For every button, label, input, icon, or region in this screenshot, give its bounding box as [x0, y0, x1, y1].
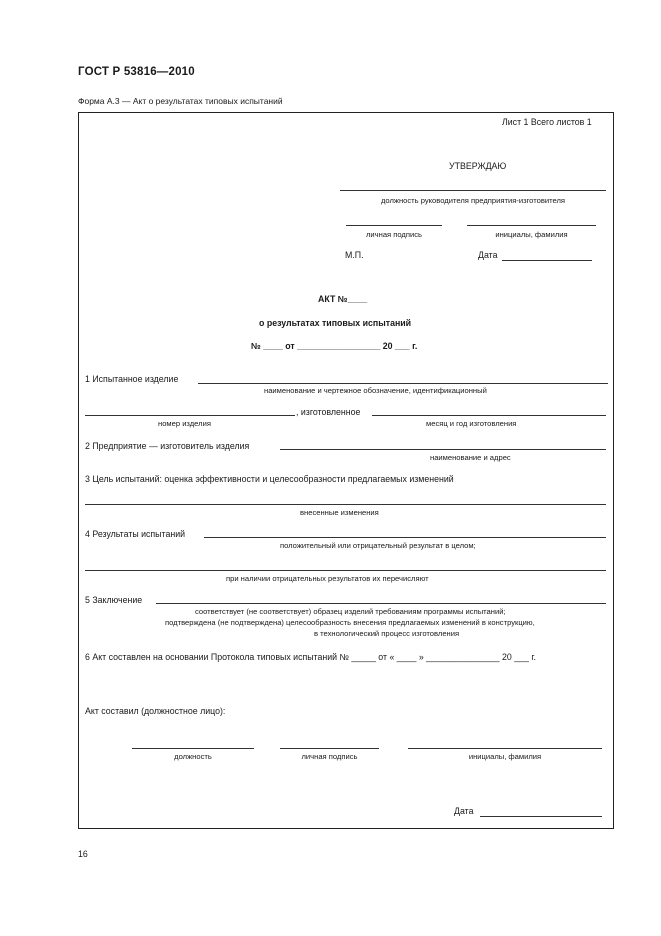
item3-label: 3 Цель испытаний: оценка эффективности и целесообразности предлагаемых изменений [85, 474, 454, 484]
item5-caption1: соответствует (не соответствует) образец изделий требованиям программы испытаний; [195, 607, 506, 616]
item1-label: 1 Испытанное изделие [85, 374, 179, 384]
item1-manufactured: , изготовленное [296, 407, 361, 417]
item4-line2 [85, 570, 606, 571]
item1-number-line [85, 415, 295, 416]
item3-caption: внесенные изменения [300, 508, 379, 517]
item5-label: 5 Заключение [85, 595, 143, 605]
compiler-position-caption: должность [174, 752, 212, 761]
item1-caption: наименование и чертежное обозначение, идентификационный [264, 386, 487, 395]
act-number-line: № ____ от _________________ 20 ___ г. [251, 341, 418, 351]
item5-caption2: подтверждена (не подтверждена) целесообразность внесения предлагаемых изменений в конструкцию, [165, 618, 535, 627]
item1-date-line [372, 415, 606, 416]
act-subtitle: о результатах типовых испытаний [259, 318, 412, 328]
item2-caption: наименование и адрес [430, 453, 511, 462]
item5-line [156, 603, 606, 604]
approval-initials-caption: инициалы, фамилия [495, 230, 568, 239]
item3-line [85, 504, 606, 505]
approval-initials-line [467, 225, 596, 226]
sheet-info: Лист 1 Всего листов 1 [502, 117, 592, 127]
form-frame [78, 112, 614, 829]
approval-date-label: Дата [478, 250, 498, 260]
approval-date-line [502, 260, 592, 261]
approval-title: УТВЕРЖДАЮ [449, 161, 507, 171]
act-title: АКТ №____ [318, 294, 368, 304]
item5-caption3: в технологический процесс изготовления [314, 629, 460, 638]
approval-signature-caption: личная подпись [366, 230, 422, 239]
compiler-signature-caption: личная подпись [301, 752, 358, 761]
approval-position-caption: должность руководителя предприятия-изготовителя [380, 196, 566, 205]
item1-line [198, 383, 608, 384]
stamp-label: М.П. [345, 250, 364, 260]
compiler-date-label: Дата [454, 806, 474, 816]
item2-label: 2 Предприятие — изготовитель изделия [85, 441, 250, 451]
standard-title: ГОСТ Р 53816—2010 [78, 66, 195, 78]
compiler-initials-caption: инициалы, фамилия [468, 752, 542, 761]
item2-line [280, 449, 606, 450]
approval-signature-line [346, 225, 442, 226]
compiler-signature-line [280, 748, 379, 749]
compiler-date-line [480, 816, 602, 817]
item4-line [204, 537, 606, 538]
item4-label: 4 Результаты испытаний [85, 529, 186, 539]
page-number: 16 [78, 849, 88, 859]
approval-position-line [340, 190, 606, 191]
compiler-position-line [132, 748, 254, 749]
item4-caption1: положительный или отрицательный результат в целом; [280, 541, 476, 550]
item1-date-caption: месяц и год изготовления [426, 419, 517, 428]
item6-label: 6 Акт составлен на основании Протокола типовых испытаний № _____ от « ____ » _______________ 20 ___ г. [85, 652, 536, 662]
form-caption: Форма А.3 — Акт о результатах типовых испытаний [78, 96, 283, 106]
item4-caption2: при наличии отрицательных результатов их перечисляют [226, 574, 429, 583]
compiler-label: Акт составил (должностное лицо): [85, 706, 226, 716]
compiler-initials-line [408, 748, 602, 749]
item1-number-caption: номер изделия [158, 419, 211, 428]
